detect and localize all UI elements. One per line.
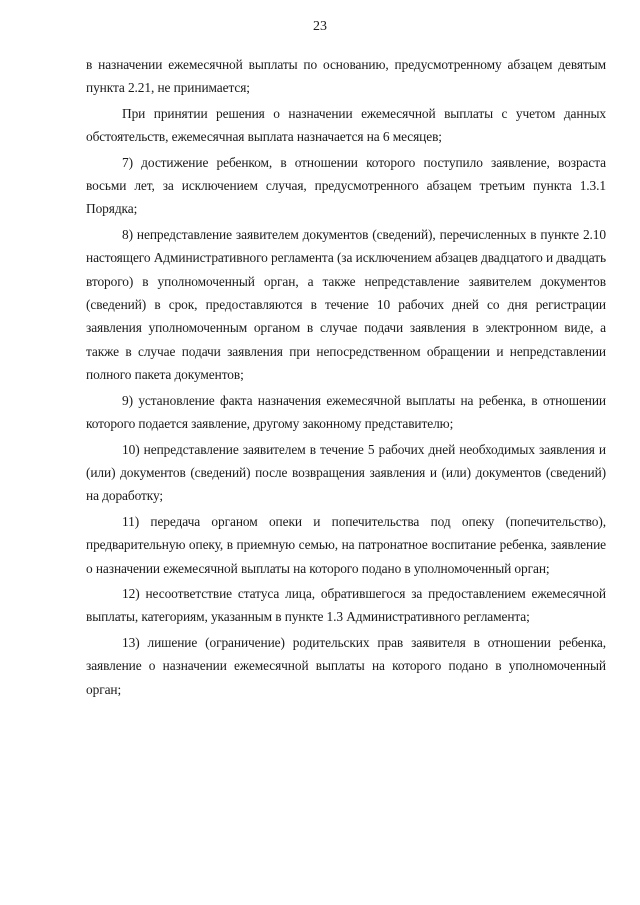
list-item-8: 8) непредставление заявителем документов (сведений), перечисленных в пункте 2.10 настоящего Административного регламента (за исключением абзацев двадцатого и двадцать второго) в уполномоченный орган, а также непредставление заявителем документов (сведений) в срок, предоставляются в течение 10 рабочих дней со дня регистрации заявления уполномоченным органом в случае подачи заявления в электронном виде, а также в случае подачи заявления при непосредственном обращении и непредставлении полного пакета документов; — [86, 226, 606, 383]
list-item-9: 9) установление факта назначения ежемесячной выплаты на ребенка, в отношении которого подается заявление, другому законному представителю; — [86, 392, 606, 432]
list-item-10: 10) непредставление заявителем в течение 5 рабочих дней необходимых заявления и (или) документов (сведений) после возвращения заявления и (или) документов (сведений) на доработку; — [86, 441, 606, 504]
paragraph-continuation: в назначении ежемесячной выплаты по основанию, предусмотренному абзацем девятым пункта 2.21, не принимается; — [86, 57, 606, 96]
page-number: 23 — [313, 19, 327, 34]
list-item-12: 12) несоответствие статуса лица, обратившегося за предоставлением ежемесячной выплаты, категориям, указанным в пункте 1.3 Административного регламента; — [86, 585, 606, 625]
paragraph-decision-note: При принятии решения о назначении ежемесячной выплаты с учетом данных обстоятельств, ежемесячная выплата назначается на 6 месяцев; — [86, 105, 606, 145]
list-item-7: 7) достижение ребенком, в отношении которого поступило заявление, возраста восьми лет, за исключением случая, предусмотренного абзацем третьим пункта 1.3.1 Порядка; — [86, 154, 606, 217]
list-item-13: 13) лишение (ограничение) родительских прав заявителя в отношении ребенка, заявление о назначении ежемесячной выплаты на которого подано в уполномоченный орган; — [86, 634, 606, 697]
list-item-11: 11) передача органом опеки и попечительства под опеку (попечительство), предварительную опеку, в приемную семью, на патронатное воспитание ребенка, заявление о назначении ежемесячной выплаты на которого подано в уполномоченный орган; — [86, 513, 606, 576]
document-body — [86, 53, 606, 703]
